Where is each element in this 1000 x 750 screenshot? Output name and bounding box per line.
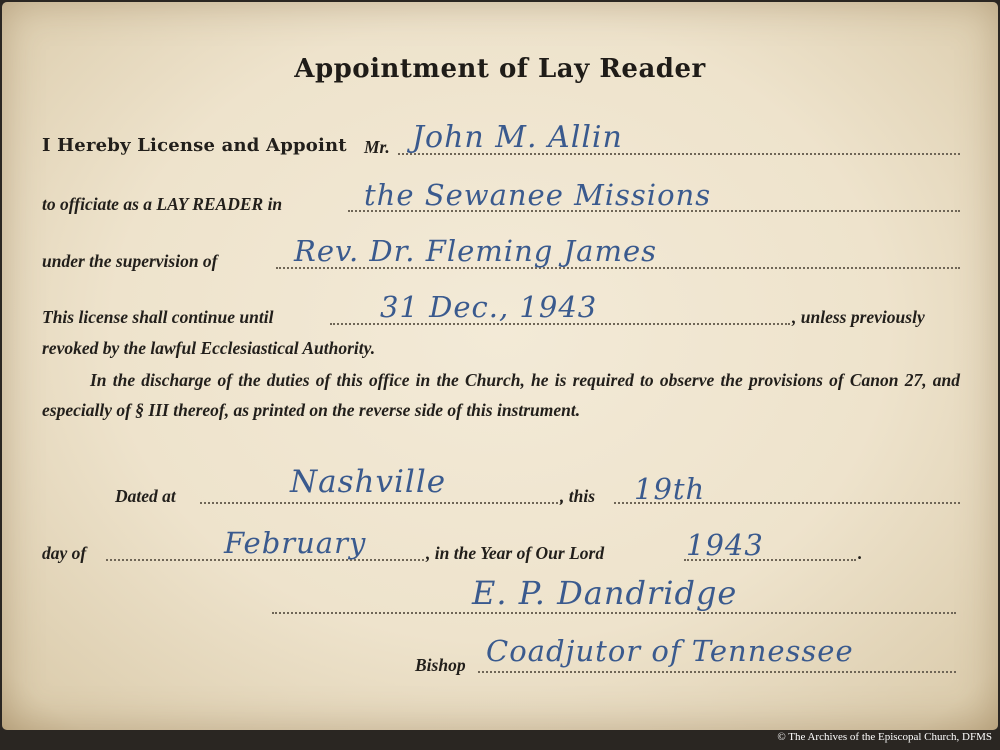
bishop-title: Coadjutor of Tennessee (486, 634, 854, 668)
dated-day: 19th (634, 472, 706, 506)
year-end-period: . (858, 543, 863, 563)
bishop-signature: E. P. Dandridge (472, 574, 738, 612)
revoked-text: revoked by the lawful Ecclesiastical Authority. (42, 338, 376, 358)
continue-label: This license shall continue until (42, 307, 274, 327)
day-of-label: day of (42, 543, 87, 563)
year-value: 1943 (686, 528, 764, 562)
supervision-label: under the supervision of (42, 251, 218, 271)
copyright-notice: © The Archives of the Episcopal Church, DFMS (777, 731, 992, 743)
this-label: , this (560, 486, 596, 506)
officiate-location: the Sewanee Missions (364, 178, 712, 212)
appoint-label: I Hereby License and Appoint (42, 135, 347, 156)
lay-reader-certificate (2, 2, 998, 730)
continue-suffix: , unless previously (792, 307, 925, 327)
year-label: , in the Year of Our Lord (426, 543, 605, 563)
bishop-title-line (478, 671, 956, 673)
month-value: February (224, 526, 367, 560)
dated-label: Dated at (115, 486, 176, 506)
license-end-date: 31 Dec., 1943 (380, 290, 598, 324)
dated-place: Nashville (290, 464, 447, 500)
appoint-prefix: Mr. (364, 137, 390, 157)
certificate-title: Appointment of Lay Reader (294, 54, 706, 84)
officiate-label: to officiate as a LAY READER in (42, 194, 283, 214)
signature-line (272, 612, 956, 614)
supervisor-name: Rev. Dr. Fleming James (294, 234, 657, 268)
duties-paragraph: In the discharge of the duties of this office in the Church, he is required to observe the provisions of Canon 27, and especially of § III thereof, as printed on the reverse side of this instrument. (42, 370, 960, 420)
dated-place-line (200, 502, 562, 504)
appointee-name: John M. Allin (412, 120, 623, 155)
bishop-label: Bishop (415, 655, 466, 675)
